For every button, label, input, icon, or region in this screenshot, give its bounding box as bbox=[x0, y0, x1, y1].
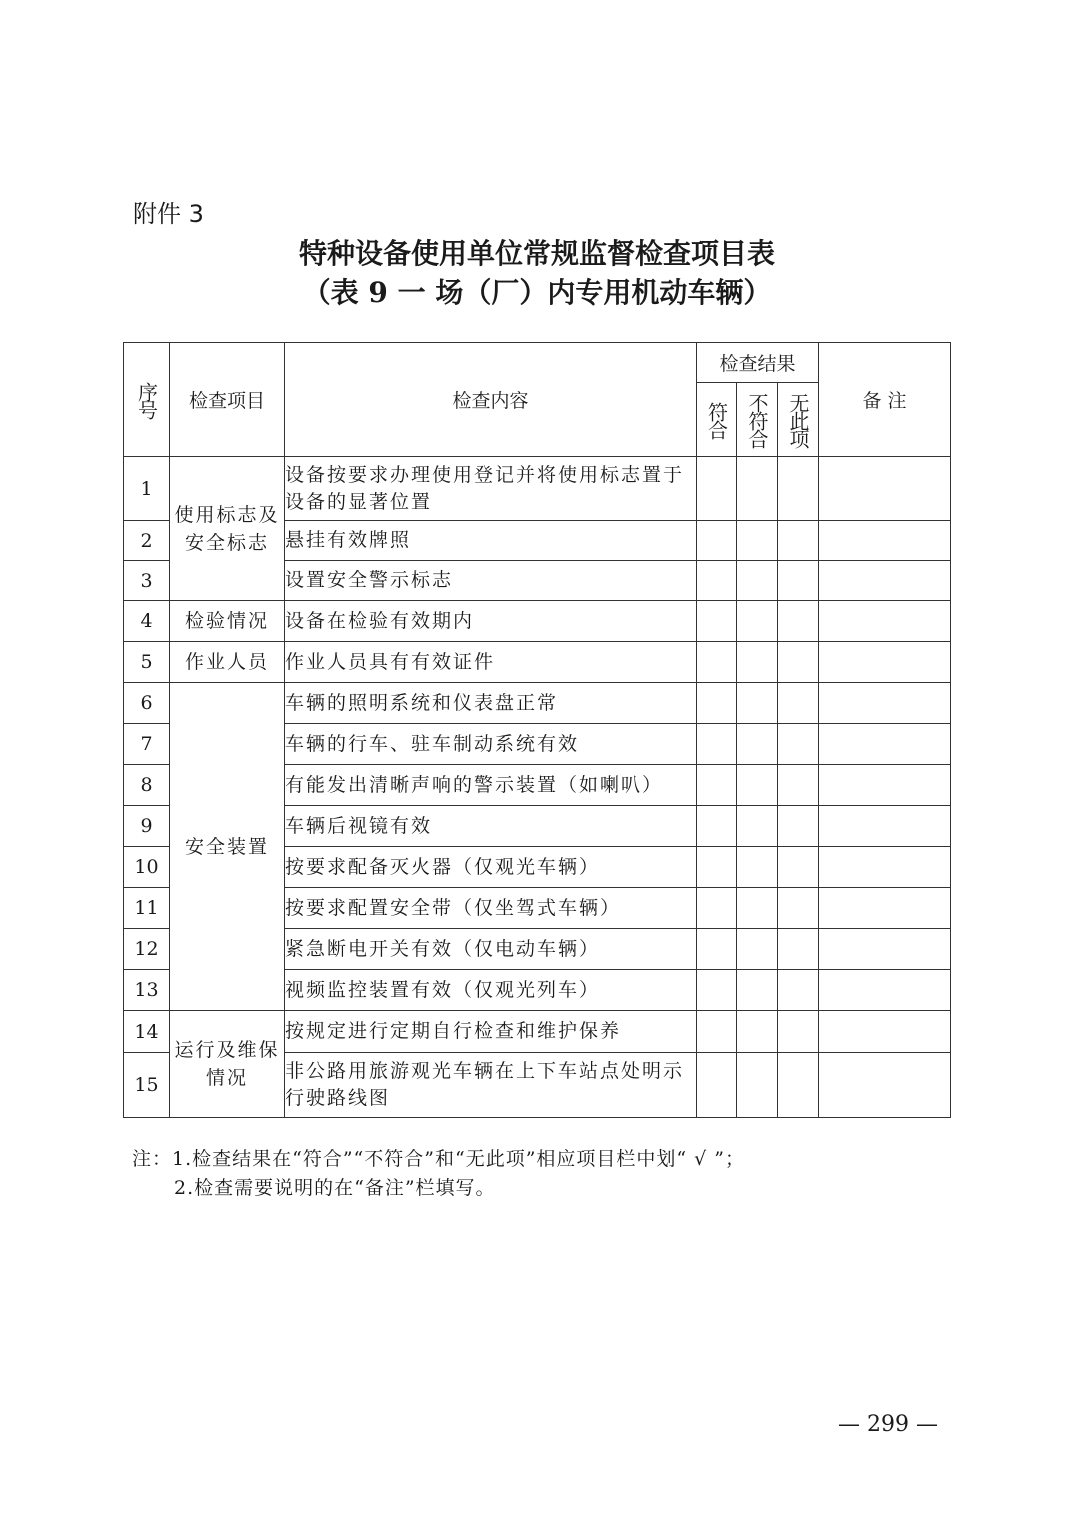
na-cell[interactable] bbox=[778, 929, 819, 970]
row-number: 3 bbox=[124, 561, 170, 601]
nonconform-cell[interactable] bbox=[737, 724, 778, 765]
row-number: 10 bbox=[124, 847, 170, 888]
row-number: 6 bbox=[124, 683, 170, 724]
page-number: — 299 — bbox=[838, 1412, 938, 1437]
na-cell[interactable] bbox=[778, 970, 819, 1011]
row-content: 非公路用旅游观光车辆在上下车站点处明示行驶路线图 bbox=[285, 1053, 697, 1118]
row-content: 车辆的照明系统和仪表盘正常 bbox=[285, 683, 697, 724]
nonconform-cell[interactable] bbox=[737, 683, 778, 724]
header-conform: 符合 bbox=[697, 383, 737, 457]
row-number: 2 bbox=[124, 521, 170, 561]
nonconform-cell[interactable] bbox=[737, 888, 778, 929]
row-content: 有能发出清晰声响的警示装置（如喇叭） bbox=[285, 765, 697, 806]
row-number: 15 bbox=[124, 1053, 170, 1118]
row-number: 9 bbox=[124, 806, 170, 847]
table-row bbox=[124, 642, 951, 683]
row-number: 12 bbox=[124, 929, 170, 970]
nonconform-cell[interactable] bbox=[737, 970, 778, 1011]
conform-cell[interactable] bbox=[697, 601, 737, 642]
conform-cell[interactable] bbox=[697, 521, 737, 561]
nonconform-cell[interactable] bbox=[737, 561, 778, 601]
conform-cell[interactable] bbox=[697, 970, 737, 1011]
na-cell[interactable] bbox=[778, 561, 819, 601]
note-line-1: 注：1.检查结果在“符合”“不符合”和“无此项”相应项目栏中划“ √ ”； bbox=[132, 1148, 746, 1170]
header-content: 检查内容 bbox=[285, 343, 697, 457]
na-cell[interactable] bbox=[778, 847, 819, 888]
remark-cell[interactable] bbox=[819, 847, 951, 888]
header-na: 无此项 bbox=[778, 383, 819, 457]
document-subtitle: （表 9 一 场（厂）内专用机动车辆） bbox=[302, 276, 772, 309]
row-number: 8 bbox=[124, 765, 170, 806]
row-number: 4 bbox=[124, 601, 170, 642]
row-content: 设备在检验有效期内 bbox=[285, 601, 697, 642]
row-number: 7 bbox=[124, 724, 170, 765]
remark-cell[interactable] bbox=[819, 929, 951, 970]
conform-cell[interactable] bbox=[697, 1053, 737, 1118]
remark-cell[interactable] bbox=[819, 724, 951, 765]
conform-cell[interactable] bbox=[697, 806, 737, 847]
conform-cell[interactable] bbox=[697, 724, 737, 765]
category-maintenance: 运行及维保情况 bbox=[170, 1011, 285, 1118]
conform-cell[interactable] bbox=[697, 765, 737, 806]
nonconform-cell[interactable] bbox=[737, 601, 778, 642]
remark-cell[interactable] bbox=[819, 601, 951, 642]
row-content: 作业人员具有有效证件 bbox=[285, 642, 697, 683]
row-content: 悬挂有效牌照 bbox=[285, 521, 697, 561]
remark-cell[interactable] bbox=[819, 1011, 951, 1053]
row-number: 1 bbox=[124, 457, 170, 521]
nonconform-cell[interactable] bbox=[737, 642, 778, 683]
header-remark: 备 注 bbox=[819, 343, 951, 457]
conform-cell[interactable] bbox=[697, 561, 737, 601]
conform-cell[interactable] bbox=[697, 888, 737, 929]
conform-cell[interactable] bbox=[697, 457, 737, 521]
row-content: 按要求配置安全带（仅坐驾式车辆） bbox=[285, 888, 697, 929]
remark-cell[interactable] bbox=[819, 683, 951, 724]
na-cell[interactable] bbox=[778, 521, 819, 561]
row-number: 13 bbox=[124, 970, 170, 1011]
row-number: 11 bbox=[124, 888, 170, 929]
nonconform-cell[interactable] bbox=[737, 765, 778, 806]
header-result: 检查结果 bbox=[697, 343, 819, 383]
category-safety: 安全装置 bbox=[170, 683, 285, 1011]
table-row bbox=[124, 457, 951, 521]
row-content: 紧急断电开关有效（仅电动车辆） bbox=[285, 929, 697, 970]
row-content: 设置安全警示标志 bbox=[285, 561, 697, 601]
na-cell[interactable] bbox=[778, 601, 819, 642]
category-operator: 作业人员 bbox=[170, 642, 285, 683]
remark-cell[interactable] bbox=[819, 642, 951, 683]
annex-label: 附件 3 bbox=[133, 200, 204, 228]
nonconform-cell[interactable] bbox=[737, 806, 778, 847]
conform-cell[interactable] bbox=[697, 1011, 737, 1053]
conform-cell[interactable] bbox=[697, 847, 737, 888]
table-row bbox=[124, 601, 951, 642]
row-content: 车辆后视镜有效 bbox=[285, 806, 697, 847]
remark-cell[interactable] bbox=[819, 1053, 951, 1118]
na-cell[interactable] bbox=[778, 806, 819, 847]
nonconform-cell[interactable] bbox=[737, 929, 778, 970]
remark-cell[interactable] bbox=[819, 457, 951, 521]
na-cell[interactable] bbox=[778, 642, 819, 683]
remark-cell[interactable] bbox=[819, 521, 951, 561]
row-content: 车辆的行车、驻车制动系统有效 bbox=[285, 724, 697, 765]
table-row bbox=[124, 683, 951, 724]
category-inspection: 检验情况 bbox=[170, 601, 285, 642]
row-content: 视频监控装置有效（仅观光列车） bbox=[285, 970, 697, 1011]
na-cell[interactable] bbox=[778, 1053, 819, 1118]
remark-cell[interactable] bbox=[819, 765, 951, 806]
table-row bbox=[124, 1011, 951, 1053]
row-number: 5 bbox=[124, 642, 170, 683]
row-content: 按规定进行定期自行检查和维护保养 bbox=[285, 1011, 697, 1053]
nonconform-cell[interactable] bbox=[737, 847, 778, 888]
na-cell[interactable] bbox=[778, 888, 819, 929]
nonconform-cell[interactable] bbox=[737, 1053, 778, 1118]
na-cell[interactable] bbox=[778, 1011, 819, 1053]
conform-cell[interactable] bbox=[697, 683, 737, 724]
remark-cell[interactable] bbox=[819, 888, 951, 929]
remark-cell[interactable] bbox=[819, 970, 951, 1011]
row-content: 按要求配备灭火器（仅观光车辆） bbox=[285, 847, 697, 888]
nonconform-cell[interactable] bbox=[737, 457, 778, 521]
na-cell[interactable] bbox=[778, 457, 819, 521]
nonconform-cell[interactable] bbox=[737, 1011, 778, 1053]
document-title: 特种设备使用单位常规监督检查项目表 bbox=[298, 237, 775, 270]
notes bbox=[132, 1145, 745, 1203]
category-sign: 使用标志及安全标志 bbox=[170, 457, 285, 601]
header-seq: 序号 bbox=[124, 343, 170, 457]
header-item: 检查项目 bbox=[170, 343, 285, 457]
nonconform-cell[interactable] bbox=[737, 521, 778, 561]
remark-cell[interactable] bbox=[819, 561, 951, 601]
conform-cell[interactable] bbox=[697, 642, 737, 683]
na-cell[interactable] bbox=[778, 724, 819, 765]
remark-cell[interactable] bbox=[819, 806, 951, 847]
row-content: 设备按要求办理使用登记并将使用标志置于设备的显著位置 bbox=[285, 457, 697, 521]
inspection-table bbox=[123, 342, 951, 1118]
na-cell[interactable] bbox=[778, 683, 819, 724]
header-row bbox=[124, 343, 951, 383]
row-number: 14 bbox=[124, 1011, 170, 1053]
na-cell[interactable] bbox=[778, 765, 819, 806]
header-nonconform: 不符合 bbox=[737, 383, 778, 457]
note-line-2: 2.检查需要说明的在“备注”栏填写。 bbox=[174, 1177, 496, 1199]
conform-cell[interactable] bbox=[697, 929, 737, 970]
